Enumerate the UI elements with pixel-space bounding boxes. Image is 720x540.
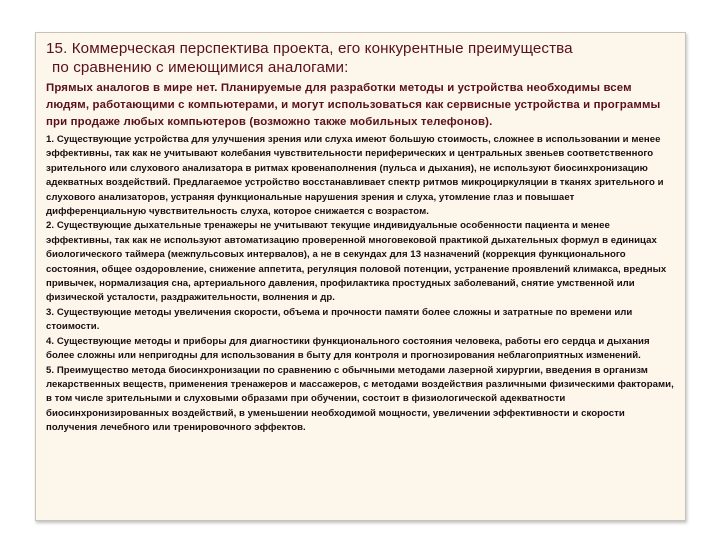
advantage-item-2: 2. Существующие дыхательные тренажеры не учитывают текущие индивидуальные особенности пациента и менее эффективны, так как не используют автоматизацию проверенной многовековой практикой дыхательных формул в единицах биологического таймера (межпульсовых интервалов), а не в секундах для 13 назначений (коррекция функционального состояния, общее оздоровление, снижение аппетита, регуляция половой потенции, устранение проявлений климакса, вредных привычек, нормализация сна, артериального давления, профилактика простудных заболеваний, снятие умственной или физической усталости, раздражительности, волнения и др. bbox=[46, 220, 667, 304]
slide-title bbox=[46, 39, 677, 77]
title-line-1: 15. Коммерческая перспектива проекта, его конкурентные преимущества bbox=[46, 40, 573, 57]
content-panel bbox=[35, 32, 686, 521]
advantage-item-1: 1. Существующие устройства для улучшения зрения или слуха имеют большую стоимость, сложнее в использовании и менее эффективны, так как не учитывают колебания чувствительности периферических и центральных звеньев соответственного зрительного или слухового анализатора в ритмах кровенаполнения (пульса и дыхания), не используют биосинхронизацию адекватных воздействий. Предлагаемое устройство восстанавливает спектр ритмов микроциркуляции в тканях зрительного и слухового анализаторов, устраняя функциональные нарушения зрения и слуха, утомление глаз и повышает дифференциальную чувствительность слуха, которое снижается с возрастом. bbox=[46, 134, 664, 218]
intro-paragraph: Прямых аналогов в мире нет. Планируемые для разработки методы и устройства необходимы всем людям, работающими с компьютерами, и могут использоваться как сервисные устройства и программы при продаже любых компьютеров (возможно также мобильных телефонов). bbox=[46, 82, 661, 128]
advantage-item-5: 5. Преимущество метода биосинхронизации по сравнению с обычными методами лазерной хирургии, введения в организм лекарственных веществ, применения тренажеров и массажеров, с методами воздействия различными физическими факторами, в том числе зрительными и слуховыми образами при обучении, состоит в физиологической адекватности биосинхронизированных воздействий, в уменьшении необходимой мощности, увеличении эффективности и скорости получения лечебного или тренировочного эффектов. bbox=[46, 364, 674, 434]
advantage-item-4: 4. Существующие методы и приборы для диагностики функционального состояния человека, работы его сердца и дыхания более сложны или непригодны для использования в быту для контроля и прогнозирования неблагоприятных изменений. bbox=[46, 335, 650, 362]
advantage-item-3: 3. Существующие методы увеличения скорости, объема и прочности памяти более сложны и затратные по времени или стоимости. bbox=[46, 306, 633, 333]
title-line-2: по сравнению с имеющимися аналогами: bbox=[52, 59, 349, 76]
